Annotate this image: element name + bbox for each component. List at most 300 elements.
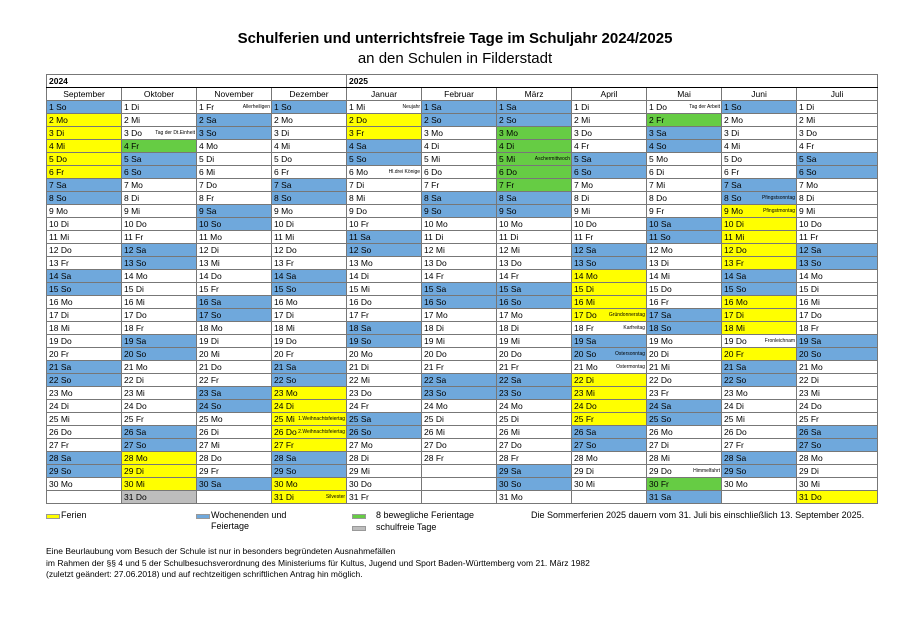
day-cell bbox=[572, 218, 647, 231]
day-label: 30 Mi bbox=[574, 479, 595, 489]
day-label: 19 Di bbox=[199, 336, 219, 346]
holiday-note: Fronleichnam bbox=[764, 338, 796, 344]
day-cell bbox=[347, 244, 422, 257]
day-cell bbox=[422, 283, 497, 296]
day-label: 2 Mo bbox=[274, 115, 293, 125]
day-label: 8 Do bbox=[649, 193, 668, 203]
day-label: 26 Mi bbox=[499, 427, 520, 437]
day-cell bbox=[797, 348, 878, 361]
day-cell bbox=[122, 231, 197, 244]
day-label: 13 Di bbox=[649, 258, 669, 268]
day-cell bbox=[797, 140, 878, 153]
day-cell bbox=[197, 374, 272, 387]
day-label: 25 Mi bbox=[274, 414, 295, 424]
day-cell bbox=[647, 374, 722, 387]
table-row bbox=[47, 478, 878, 491]
day-cell bbox=[272, 361, 347, 374]
day-label: 5 Sa bbox=[124, 154, 142, 164]
day-cell bbox=[722, 335, 797, 348]
day-label: 19 Mi bbox=[499, 336, 520, 346]
day-label: 23 Mi bbox=[574, 388, 595, 398]
day-cell bbox=[197, 179, 272, 192]
year-2025: 2025 bbox=[347, 75, 878, 88]
day-label: 25 Mi bbox=[49, 414, 70, 424]
day-cell bbox=[47, 348, 122, 361]
day-label: 10 Do bbox=[574, 219, 597, 229]
day-label: 6 So bbox=[574, 167, 592, 177]
day-cell bbox=[272, 387, 347, 400]
day-cell bbox=[572, 270, 647, 283]
day-cell bbox=[797, 309, 878, 322]
day-cell bbox=[197, 335, 272, 348]
day-label: 24 Di bbox=[274, 401, 294, 411]
day-label: 5 Mo bbox=[649, 154, 668, 164]
day-cell bbox=[122, 192, 197, 205]
day-label: 5 Di bbox=[199, 154, 215, 164]
day-cell bbox=[722, 244, 797, 257]
day-cell bbox=[47, 114, 122, 127]
day-cell bbox=[422, 127, 497, 140]
day-cell bbox=[722, 296, 797, 309]
day-label: 9 Mi bbox=[799, 206, 816, 216]
day-label: 12 So bbox=[349, 245, 372, 255]
day-label: 5 Sa bbox=[574, 154, 592, 164]
day-label: 13 So bbox=[799, 258, 822, 268]
day-cell bbox=[572, 127, 647, 140]
year-row bbox=[47, 75, 878, 88]
day-label: 15 Do bbox=[649, 284, 672, 294]
day-cell bbox=[122, 426, 197, 439]
day-cell bbox=[197, 140, 272, 153]
day-label: 14 Mo bbox=[124, 271, 148, 281]
day-label: 28 Mo bbox=[799, 453, 823, 463]
holiday-note: Tag der Arbeit bbox=[689, 104, 721, 110]
footer-line-3: (zuletzt geändert: 27.06.2018) und auf rechtzeitigen schriftlichen Antrag hin möglich. bbox=[46, 569, 363, 579]
day-label: 15 So bbox=[274, 284, 297, 294]
day-cell bbox=[572, 400, 647, 413]
day-cell bbox=[47, 192, 122, 205]
day-label: 10 Do bbox=[124, 219, 147, 229]
day-label: 2 Do bbox=[349, 115, 368, 125]
day-cell bbox=[197, 361, 272, 374]
day-cell bbox=[272, 322, 347, 335]
day-cell bbox=[122, 205, 197, 218]
day-label: 19 Do bbox=[724, 336, 747, 346]
day-label: 9 Mi bbox=[124, 206, 141, 216]
day-cell bbox=[797, 179, 878, 192]
day-label: 9 Mo bbox=[274, 206, 293, 216]
day-label: 28 Di bbox=[349, 453, 369, 463]
day-cell bbox=[347, 413, 422, 426]
month-header-9: Mai bbox=[647, 88, 722, 101]
day-cell bbox=[497, 153, 572, 166]
day-cell bbox=[347, 166, 422, 179]
day-cell bbox=[572, 361, 647, 374]
page-subtitle: an den Schulen in Filderstadt bbox=[357, 50, 553, 67]
day-label: 26 Mo bbox=[649, 427, 673, 437]
day-cell bbox=[347, 400, 422, 413]
day-cell bbox=[422, 140, 497, 153]
day-cell bbox=[572, 257, 647, 270]
day-label: 24 Fr bbox=[349, 401, 369, 411]
day-cell bbox=[272, 465, 347, 478]
day-label: 9 So bbox=[499, 206, 517, 216]
holiday-note: 2.Weihnachtsfeiertag bbox=[298, 429, 346, 435]
day-cell bbox=[647, 387, 722, 400]
month-header-7: März bbox=[497, 88, 572, 101]
day-cell bbox=[497, 387, 572, 400]
day-label: 11 Di bbox=[424, 232, 444, 242]
holiday-note: Pfingstmontag bbox=[763, 208, 796, 214]
day-cell bbox=[47, 478, 122, 491]
day-cell bbox=[347, 348, 422, 361]
day-cell bbox=[497, 296, 572, 309]
day-cell bbox=[797, 335, 878, 348]
day-label: 17 Do bbox=[799, 310, 822, 320]
calendar-table bbox=[46, 74, 878, 504]
day-label: 17 Mo bbox=[499, 310, 523, 320]
day-label: 12 Sa bbox=[574, 245, 597, 255]
day-label: 24 Di bbox=[724, 401, 744, 411]
table-row bbox=[47, 244, 878, 257]
day-cell bbox=[722, 127, 797, 140]
day-cell bbox=[797, 231, 878, 244]
day-cell bbox=[797, 322, 878, 335]
table-row bbox=[47, 309, 878, 322]
day-label: 10 Di bbox=[49, 219, 69, 229]
day-label: 11 Mi bbox=[49, 232, 70, 242]
day-cell bbox=[797, 426, 878, 439]
day-label: 23 Mi bbox=[799, 388, 820, 398]
day-label: 4 Mi bbox=[724, 141, 741, 151]
day-cell bbox=[197, 413, 272, 426]
day-label: 6 Fr bbox=[724, 167, 740, 177]
day-label: 15 So bbox=[49, 284, 72, 294]
day-cell bbox=[422, 231, 497, 244]
day-label: 15 Di bbox=[799, 284, 819, 294]
day-cell bbox=[422, 400, 497, 413]
legend-sommerferien: Die Sommerferien 2025 dauern vom 31. Juli bis einschließlich 13. September 2025. bbox=[531, 510, 865, 520]
day-cell bbox=[797, 257, 878, 270]
day-label: 25 Mi bbox=[724, 414, 745, 424]
day-cell bbox=[347, 322, 422, 335]
day-cell bbox=[422, 270, 497, 283]
day-cell bbox=[722, 101, 797, 114]
day-cell bbox=[572, 413, 647, 426]
day-label: 15 Mi bbox=[349, 284, 370, 294]
day-label: 3 Mo bbox=[424, 128, 443, 138]
day-cell bbox=[422, 452, 497, 465]
day-label: 23 Fr bbox=[649, 388, 669, 398]
day-cell bbox=[47, 374, 122, 387]
day-cell bbox=[272, 114, 347, 127]
day-label: 6 Do bbox=[424, 167, 443, 177]
day-cell bbox=[47, 127, 122, 140]
day-cell bbox=[347, 439, 422, 452]
day-cell bbox=[722, 491, 797, 504]
day-label: 13 So bbox=[124, 258, 147, 268]
day-cell bbox=[272, 192, 347, 205]
day-cell bbox=[347, 270, 422, 283]
day-label: 5 Do bbox=[274, 154, 292, 164]
day-cell bbox=[47, 439, 122, 452]
day-cell bbox=[647, 309, 722, 322]
holiday-note: Silvester bbox=[325, 494, 346, 500]
day-label: 22 Fr bbox=[199, 375, 219, 385]
day-cell bbox=[122, 452, 197, 465]
day-cell bbox=[272, 179, 347, 192]
day-cell bbox=[272, 270, 347, 283]
day-label: 11 Fr bbox=[574, 232, 594, 242]
day-cell bbox=[647, 270, 722, 283]
day-cell bbox=[722, 283, 797, 296]
day-cell bbox=[722, 452, 797, 465]
day-label: 21 Mo bbox=[574, 362, 598, 372]
day-label: 20 So bbox=[124, 349, 147, 359]
day-label: 8 Fr bbox=[199, 193, 215, 203]
day-cell bbox=[647, 101, 722, 114]
day-label: 9 Do bbox=[349, 206, 368, 216]
day-cell bbox=[647, 478, 722, 491]
day-cell bbox=[347, 192, 422, 205]
day-cell bbox=[722, 387, 797, 400]
day-label: 7 Mo bbox=[799, 180, 818, 190]
day-cell bbox=[272, 452, 347, 465]
day-label: 29 Mi bbox=[349, 466, 370, 476]
day-cell bbox=[197, 439, 272, 452]
day-cell bbox=[572, 101, 647, 114]
day-cell bbox=[347, 452, 422, 465]
day-cell bbox=[122, 244, 197, 257]
legend-wochenenden: Wochenenden und Feiertage bbox=[211, 510, 287, 531]
day-label: 24 Di bbox=[49, 401, 69, 411]
day-cell bbox=[422, 361, 497, 374]
day-label: 18 Di bbox=[499, 323, 519, 333]
day-label: 18 Mi bbox=[274, 323, 295, 333]
day-label: 25 Di bbox=[499, 414, 519, 424]
day-cell bbox=[497, 335, 572, 348]
day-cell bbox=[647, 348, 722, 361]
day-cell bbox=[197, 296, 272, 309]
day-label: 4 Fr bbox=[799, 141, 815, 151]
day-cell bbox=[572, 452, 647, 465]
day-label: 14 Mi bbox=[649, 271, 670, 281]
day-label: 19 Mo bbox=[649, 336, 673, 346]
day-label: 15 Di bbox=[124, 284, 144, 294]
day-label: 14 Sa bbox=[724, 271, 747, 281]
day-cell bbox=[47, 153, 122, 166]
day-label: 10 Di bbox=[724, 219, 744, 229]
day-cell bbox=[197, 231, 272, 244]
day-cell bbox=[272, 439, 347, 452]
day-label: 26 Sa bbox=[799, 427, 822, 437]
day-label: 4 Sa bbox=[349, 141, 367, 151]
day-cell bbox=[197, 244, 272, 257]
day-cell bbox=[122, 101, 197, 114]
day-cell bbox=[797, 387, 878, 400]
day-cell bbox=[47, 387, 122, 400]
day-label: 23 So bbox=[499, 388, 522, 398]
day-label: 18 Di bbox=[424, 323, 444, 333]
table-row bbox=[47, 374, 878, 387]
day-label: 16 Mi bbox=[574, 297, 595, 307]
day-cell bbox=[497, 491, 572, 504]
day-label: 16 Fr bbox=[649, 297, 669, 307]
day-label: 28 Fr bbox=[499, 453, 519, 463]
day-label: 7 Sa bbox=[274, 180, 292, 190]
day-cell bbox=[47, 465, 122, 478]
holiday-note: Gründonnerstag bbox=[608, 312, 646, 318]
day-label: 18 Fr bbox=[574, 323, 594, 333]
day-cell bbox=[122, 361, 197, 374]
day-cell bbox=[347, 114, 422, 127]
day-cell bbox=[197, 452, 272, 465]
table-row bbox=[47, 257, 878, 270]
day-label: 6 So bbox=[799, 167, 817, 177]
day-cell bbox=[272, 244, 347, 257]
day-label: 28 Do bbox=[199, 453, 222, 463]
day-cell bbox=[497, 270, 572, 283]
day-cell bbox=[347, 309, 422, 322]
day-label: 5 Do bbox=[49, 154, 67, 164]
day-cell bbox=[647, 439, 722, 452]
table-row bbox=[47, 322, 878, 335]
holiday-note: Neujahr bbox=[402, 104, 421, 110]
day-label: 23 Mo bbox=[724, 388, 748, 398]
day-label: 29 Do bbox=[649, 466, 672, 476]
day-cell bbox=[272, 335, 347, 348]
day-cell bbox=[722, 257, 797, 270]
table-row bbox=[47, 439, 878, 452]
day-label: 30 Do bbox=[349, 479, 372, 489]
day-label: 18 Mi bbox=[49, 323, 70, 333]
day-label: 8 So bbox=[274, 193, 292, 203]
day-cell bbox=[572, 348, 647, 361]
day-cell bbox=[422, 465, 497, 478]
day-label: 1 Sa bbox=[424, 102, 442, 112]
day-label: 29 Di bbox=[574, 466, 594, 476]
day-label: 10 So bbox=[199, 219, 222, 229]
day-label: 6 Do bbox=[499, 167, 518, 177]
day-label: 18 Fr bbox=[124, 323, 144, 333]
day-label: 16 Mo bbox=[724, 297, 748, 307]
day-label: 1 Mi bbox=[349, 102, 366, 112]
day-cell bbox=[797, 166, 878, 179]
day-cell bbox=[47, 218, 122, 231]
day-cell bbox=[722, 439, 797, 452]
day-label: 4 Di bbox=[499, 141, 515, 151]
day-label: 22 Di bbox=[124, 375, 144, 385]
day-cell bbox=[347, 101, 422, 114]
day-cell bbox=[272, 348, 347, 361]
day-cell bbox=[272, 166, 347, 179]
day-cell bbox=[47, 205, 122, 218]
day-cell bbox=[422, 257, 497, 270]
day-cell bbox=[347, 296, 422, 309]
day-label: 1 So bbox=[49, 102, 67, 112]
day-label: 31 Fr bbox=[349, 492, 369, 502]
day-cell bbox=[647, 361, 722, 374]
day-label: 3 Mo bbox=[499, 128, 518, 138]
holiday-note: Himmelfahrt bbox=[693, 468, 721, 474]
day-label: 18 So bbox=[649, 323, 672, 333]
day-cell bbox=[572, 205, 647, 218]
day-label: 10 Do bbox=[799, 219, 822, 229]
day-cell bbox=[347, 153, 422, 166]
day-cell bbox=[47, 322, 122, 335]
day-cell bbox=[347, 127, 422, 140]
day-label: 4 Mi bbox=[49, 141, 66, 151]
day-label: 7 Fr bbox=[424, 180, 440, 190]
day-cell bbox=[422, 205, 497, 218]
day-label: 13 So bbox=[574, 258, 597, 268]
day-cell bbox=[722, 400, 797, 413]
day-cell bbox=[422, 491, 497, 504]
day-cell bbox=[272, 491, 347, 504]
day-cell bbox=[647, 205, 722, 218]
day-label: 21 Sa bbox=[724, 362, 747, 372]
month-header-1: September bbox=[47, 88, 122, 101]
day-cell bbox=[572, 309, 647, 322]
day-cell bbox=[122, 322, 197, 335]
page-title: Schulferien und unterrichtsfreie Tage im Schuljahr 2024/2025 bbox=[237, 30, 673, 47]
day-cell bbox=[422, 296, 497, 309]
day-cell bbox=[47, 426, 122, 439]
day-label: 3 Fr bbox=[349, 128, 365, 138]
day-cell bbox=[47, 413, 122, 426]
day-cell bbox=[347, 140, 422, 153]
day-cell bbox=[572, 231, 647, 244]
day-label: 22 So bbox=[49, 375, 72, 385]
day-cell bbox=[647, 400, 722, 413]
day-label: 1 So bbox=[274, 102, 292, 112]
day-label: 4 Fr bbox=[124, 141, 140, 151]
day-cell bbox=[497, 179, 572, 192]
day-cell bbox=[497, 244, 572, 257]
legend-ferien: Ferien bbox=[61, 510, 87, 520]
day-label: 6 Fr bbox=[274, 167, 290, 177]
day-label: 29 So bbox=[724, 466, 747, 476]
day-cell bbox=[347, 257, 422, 270]
day-cell bbox=[47, 231, 122, 244]
day-cell bbox=[797, 205, 878, 218]
day-label: 8 Di bbox=[124, 193, 140, 203]
day-label: 17 Mo bbox=[424, 310, 448, 320]
day-label: 8 Sa bbox=[499, 193, 517, 203]
day-label: 5 Do bbox=[724, 154, 743, 164]
day-label: 30 So bbox=[499, 479, 522, 489]
day-label: 18 Mo bbox=[199, 323, 223, 333]
day-label: 11 Sa bbox=[349, 232, 371, 242]
day-label: 14 Mo bbox=[799, 271, 823, 281]
day-cell bbox=[647, 127, 722, 140]
day-label: 24 Do bbox=[799, 401, 822, 411]
day-cell bbox=[122, 127, 197, 140]
day-label: 3 Di bbox=[274, 128, 290, 138]
day-label: 4 Fr bbox=[574, 141, 590, 151]
day-cell bbox=[197, 309, 272, 322]
day-cell bbox=[572, 439, 647, 452]
day-cell bbox=[497, 361, 572, 374]
day-label: 15 Sa bbox=[424, 284, 447, 294]
day-label: 29 Di bbox=[799, 466, 819, 476]
holiday-note: Ostermontag bbox=[616, 364, 646, 370]
day-cell bbox=[647, 179, 722, 192]
day-label: 16 Sa bbox=[199, 297, 222, 307]
day-label: 11 So bbox=[649, 232, 671, 242]
day-label: 6 Mi bbox=[199, 167, 216, 177]
day-cell bbox=[197, 192, 272, 205]
